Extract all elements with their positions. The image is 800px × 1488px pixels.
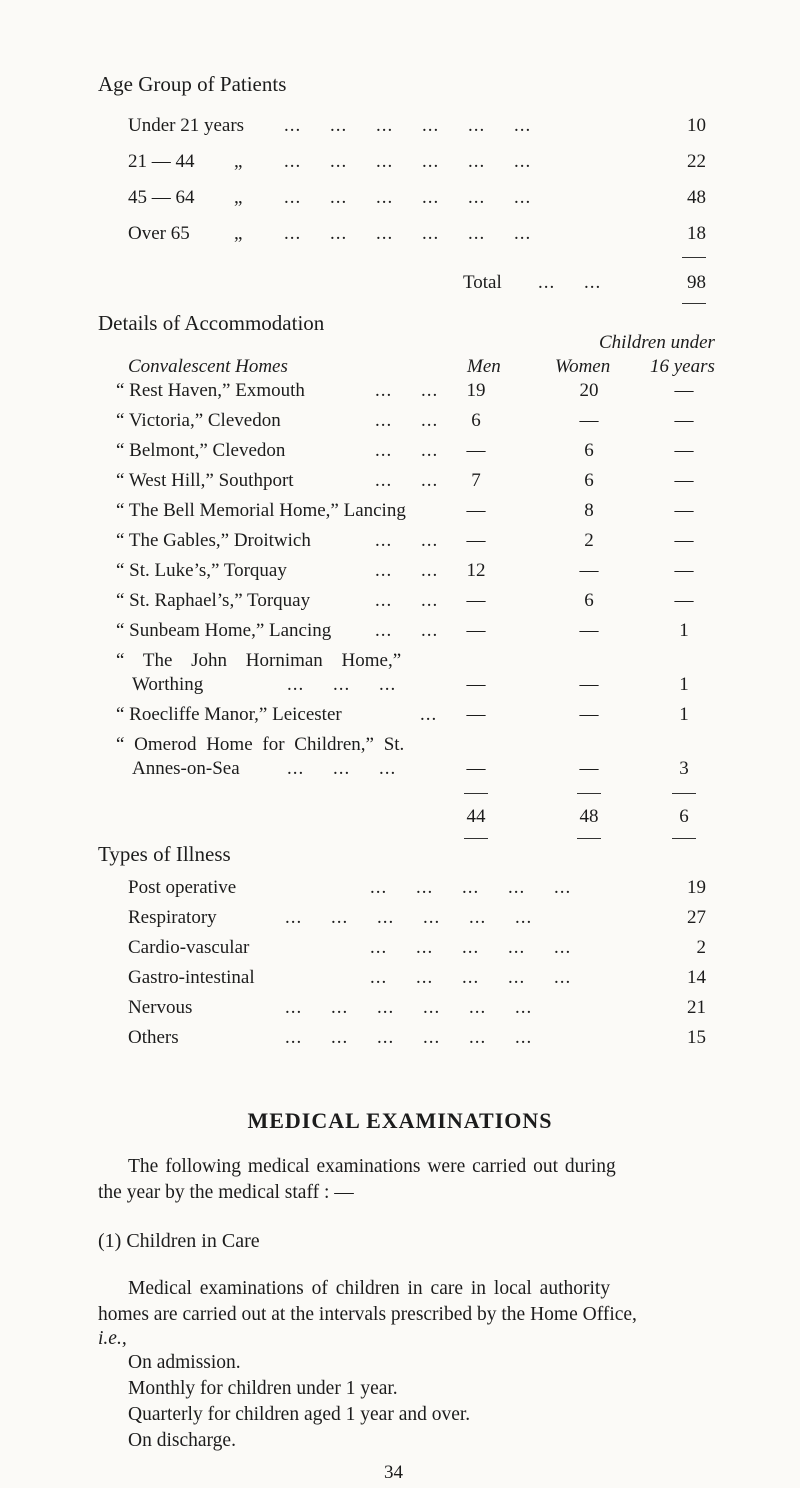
men-value: — xyxy=(466,674,486,695)
leader-dots: ... ... xyxy=(538,272,602,293)
home-name: “ West Hill,” Southport xyxy=(116,470,294,491)
home-name: “ Roecliffe Manor,” Leicester xyxy=(116,704,342,725)
sum-rule xyxy=(464,793,488,794)
home-name: “ Sunbeam Home,” Lancing xyxy=(116,620,332,641)
illness-value: 2 xyxy=(696,937,706,958)
list-item: On discharge. xyxy=(128,1430,236,1451)
home-name: “ Omerod Home for Children,” St. xyxy=(116,734,405,755)
children-value: 1 xyxy=(679,674,689,695)
home-name: “ The Gables,” Droitwich xyxy=(116,530,311,551)
women-value: 6 xyxy=(584,590,594,611)
leader-dots: ... ... xyxy=(375,530,439,551)
leader-dots: ... ... xyxy=(375,410,439,431)
home-name-continued: Annes-on-Sea xyxy=(132,758,240,779)
home-name: “ The John Horniman Home,” xyxy=(116,650,402,671)
ditto-mark: „ xyxy=(234,187,243,208)
home-name: “ The Bell Memorial Home,” Lancing xyxy=(116,500,406,521)
leader-dots: ... ... xyxy=(375,470,439,491)
home-name-continued: Worthing xyxy=(132,674,204,695)
women-value: — xyxy=(579,410,599,431)
list-item: On admission. xyxy=(128,1352,241,1373)
ditto-mark: „ xyxy=(234,151,243,172)
age-value: 18 xyxy=(687,223,706,244)
home-name: “ Rest Haven,” Exmouth xyxy=(116,380,305,401)
men-value: 6 xyxy=(471,410,481,431)
home-name: “ St. Luke’s,” Torquay xyxy=(116,560,287,581)
illness-label: Cardio-vascular xyxy=(128,937,250,958)
men-value: — xyxy=(466,590,486,611)
leader-dots: ... ... ... ... ... xyxy=(370,937,572,958)
children-value: — xyxy=(674,500,694,521)
women-value: 6 xyxy=(584,470,594,491)
children-total: 6 xyxy=(679,806,689,827)
men-value: — xyxy=(466,704,486,725)
children-in-care-heading: (1) Children in Care xyxy=(98,1230,260,1252)
paragraph-line: homes are carried out at the intervals prescribed by the Home Office, xyxy=(98,1304,637,1325)
home-name: “ St. Raphael’s,” Torquay xyxy=(116,590,311,611)
children-value: — xyxy=(674,410,694,431)
leader-dots: ... ... xyxy=(375,440,439,461)
total-value: 98 xyxy=(687,272,706,293)
sum-rule xyxy=(682,303,706,304)
col-children-header-2: 16 years xyxy=(650,356,715,377)
page-number: 34 xyxy=(384,1462,403,1483)
leader-dots: ... ... ... ... ... xyxy=(370,877,572,898)
women-value: 2 xyxy=(584,530,594,551)
sum-rule xyxy=(672,793,696,794)
illness-value: 21 xyxy=(687,997,706,1018)
men-total: 44 xyxy=(466,806,486,827)
sum-rule xyxy=(682,257,706,258)
home-name: “ Victoria,” Clevedon xyxy=(116,410,281,431)
illness-value: 19 xyxy=(687,877,706,898)
intro-line: The following medical examinations were carried out during xyxy=(128,1156,616,1177)
leader-dots: ... ... ... xyxy=(287,674,397,695)
women-value: 20 xyxy=(579,380,599,401)
leader-dots: ... ... ... xyxy=(287,758,397,779)
children-value: — xyxy=(674,530,694,551)
women-total: 48 xyxy=(579,806,599,827)
col-children-header: Children under xyxy=(599,332,715,353)
age-label: 21 — 44 xyxy=(128,151,195,172)
age-group-heading: Age Group of Patients xyxy=(98,72,287,96)
col-home-header: Convalescent Homes xyxy=(128,356,288,377)
home-name: “ Belmont,” Clevedon xyxy=(116,440,286,461)
list-item: Quarterly for children aged 1 year and over. xyxy=(128,1404,471,1425)
age-value: 22 xyxy=(687,151,706,172)
children-value: 3 xyxy=(679,758,689,779)
leader-dots: ... ... xyxy=(375,620,439,641)
men-value: — xyxy=(466,530,486,551)
leader-dots: ... ... xyxy=(375,560,439,581)
children-value: — xyxy=(674,440,694,461)
leader-dots: ... ... ... ... ... ... xyxy=(284,187,532,208)
leader-dots: ... ... ... ... ... ... xyxy=(284,115,532,136)
children-value: — xyxy=(674,560,694,581)
women-value: — xyxy=(579,704,599,725)
men-value: — xyxy=(466,758,486,779)
col-men-header: Men xyxy=(467,356,501,377)
age-label: 45 — 64 xyxy=(128,187,195,208)
women-value: 6 xyxy=(584,440,594,461)
illness-label: Respiratory xyxy=(128,907,217,928)
men-value: 7 xyxy=(471,470,481,491)
illness-heading: Types of Illness xyxy=(98,842,231,866)
women-value: 8 xyxy=(584,500,594,521)
leader-dots: ... xyxy=(420,704,438,725)
women-value: — xyxy=(579,560,599,581)
leader-dots: ... ... ... ... ... ... xyxy=(285,1027,533,1048)
leader-dots: ... ... ... ... ... xyxy=(370,967,572,988)
col-women-header: Women xyxy=(555,356,611,377)
illness-value: 27 xyxy=(687,907,706,928)
men-value: — xyxy=(466,440,486,461)
leader-dots: ... ... ... ... ... ... xyxy=(284,151,532,172)
illness-label: Nervous xyxy=(128,997,193,1018)
leader-dots: ... ... xyxy=(375,380,439,401)
age-label: Under 21 years xyxy=(128,115,245,136)
leader-dots: ... ... ... ... ... ... xyxy=(285,997,533,1018)
men-value: 19 xyxy=(466,380,486,401)
age-value: 48 xyxy=(687,187,706,208)
age-label: Over 65 xyxy=(128,223,190,244)
intro-line: the year by the medical staff : — xyxy=(98,1182,354,1203)
leader-dots: ... ... ... ... ... ... xyxy=(284,223,532,244)
children-value: 1 xyxy=(679,704,689,725)
sum-rule xyxy=(577,793,601,794)
sum-rule xyxy=(464,838,488,839)
men-value: 12 xyxy=(466,560,486,581)
men-value: — xyxy=(466,500,486,521)
women-value: — xyxy=(579,758,599,779)
medical-examinations-title: MEDICAL EXAMINATIONS xyxy=(247,1108,553,1133)
children-value: — xyxy=(674,380,694,401)
men-value: — xyxy=(466,620,486,641)
age-value: 10 xyxy=(687,115,706,136)
children-value: 1 xyxy=(679,620,689,641)
illness-label: Post operative xyxy=(128,877,237,898)
leader-dots: ... ... ... ... ... ... xyxy=(285,907,533,928)
children-value: — xyxy=(674,470,694,491)
leader-dots: ... ... xyxy=(375,590,439,611)
paragraph-line: Medical examinations of children in care in local authority xyxy=(128,1278,611,1299)
children-value: — xyxy=(674,590,694,611)
ditto-mark: „ xyxy=(234,223,243,244)
illness-value: 14 xyxy=(687,967,706,988)
women-value: — xyxy=(579,674,599,695)
women-value: — xyxy=(579,620,599,641)
illness-label: Gastro-intestinal xyxy=(128,967,255,988)
accommodation-heading: Details of Accommodation xyxy=(98,311,325,335)
illness-value: 15 xyxy=(687,1027,706,1048)
list-item: Monthly for children under 1 year. xyxy=(128,1378,398,1399)
total-label: Total xyxy=(463,272,502,293)
illness-label: Others xyxy=(128,1027,179,1048)
sum-rule xyxy=(672,838,696,839)
paragraph-line: i.e., xyxy=(98,1328,127,1349)
sum-rule xyxy=(577,838,601,839)
